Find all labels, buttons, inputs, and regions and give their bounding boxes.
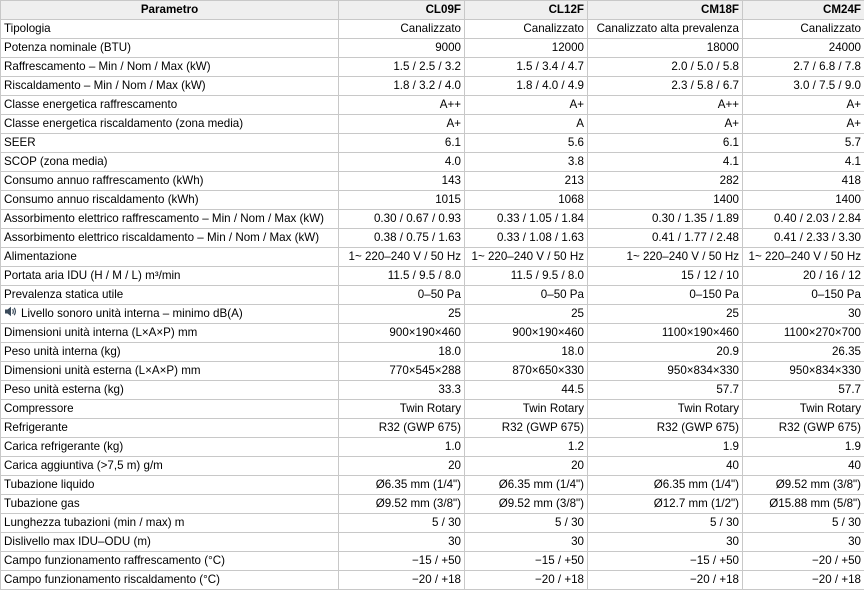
row-label: Compressore bbox=[4, 402, 74, 415]
value-cell-cm24f: 4.1 bbox=[743, 153, 864, 172]
value-cell-cm18f: 57.7 bbox=[588, 381, 743, 400]
value-cell-cl12f: 1068 bbox=[465, 191, 588, 210]
value-cell-cl09f: Canalizzato bbox=[339, 20, 465, 39]
row-label-cell bbox=[1, 362, 339, 381]
header-row bbox=[1, 1, 864, 20]
value-cell-cm24f: 1400 bbox=[743, 191, 864, 210]
row-label-cell bbox=[1, 248, 339, 267]
value-cell-cm18f: 20.9 bbox=[588, 343, 743, 362]
table-row bbox=[1, 305, 864, 324]
value-cell-cl12f: Twin Rotary bbox=[465, 400, 588, 419]
table-row bbox=[1, 172, 864, 191]
value-cell-cl09f: 9000 bbox=[339, 39, 465, 58]
value-cell-cl12f: A+ bbox=[465, 96, 588, 115]
row-label: Tipologia bbox=[4, 22, 51, 35]
row-label-cell bbox=[1, 96, 339, 115]
value-cell-cl09f: 25 bbox=[339, 305, 465, 324]
value-cell-cl12f: 1.8 / 4.0 / 4.9 bbox=[465, 77, 588, 96]
value-cell-cl12f: 0–50 Pa bbox=[465, 286, 588, 305]
value-cell-cl12f: 3.8 bbox=[465, 153, 588, 172]
table-row bbox=[1, 400, 864, 419]
value-cell-cl12f: 1~ 220–240 V / 50 Hz bbox=[465, 248, 588, 267]
row-label: Classe energetica raffrescamento bbox=[4, 98, 178, 111]
row-label-cell bbox=[1, 267, 339, 286]
row-label: Consumo annuo raffrescamento (kWh) bbox=[4, 174, 204, 187]
value-cell-cl09f: 18.0 bbox=[339, 343, 465, 362]
value-cell-cl09f: Twin Rotary bbox=[339, 400, 465, 419]
row-label-cell bbox=[1, 153, 339, 172]
value-cell-cm18f: A+ bbox=[588, 115, 743, 134]
value-cell-cm18f: A++ bbox=[588, 96, 743, 115]
row-label: Classe energetica riscaldamento (zona media) bbox=[4, 117, 244, 130]
value-cell-cm24f: A+ bbox=[743, 96, 864, 115]
column-header-parametro: Parametro bbox=[1, 1, 339, 20]
value-cell-cm24f: Ø15.88 mm (5/8") bbox=[743, 495, 864, 514]
value-cell-cl09f: 900×190×460 bbox=[339, 324, 465, 343]
value-cell-cl09f: 4.0 bbox=[339, 153, 465, 172]
table-row bbox=[1, 324, 864, 343]
value-cell-cm18f: −20 / +18 bbox=[588, 571, 743, 590]
value-cell-cm18f: Ø12.7 mm (1/2") bbox=[588, 495, 743, 514]
value-cell-cm24f: 3.0 / 7.5 / 9.0 bbox=[743, 77, 864, 96]
row-label: Riscaldamento – Min / Nom / Max (kW) bbox=[4, 79, 206, 92]
row-label: Campo funzionamento raffrescamento (°C) bbox=[4, 554, 225, 567]
value-cell-cl09f: 30 bbox=[339, 533, 465, 552]
value-cell-cl09f: 143 bbox=[339, 172, 465, 191]
row-label-cell bbox=[1, 39, 339, 58]
value-cell-cl09f: −20 / +18 bbox=[339, 571, 465, 590]
row-label: Alimentazione bbox=[4, 250, 77, 263]
value-cell-cl09f: A++ bbox=[339, 96, 465, 115]
row-label-cell bbox=[1, 476, 339, 495]
row-label: Prevalenza statica utile bbox=[4, 288, 124, 301]
row-label-cell bbox=[1, 172, 339, 191]
table-row bbox=[1, 210, 864, 229]
row-label-cell bbox=[1, 286, 339, 305]
table-row bbox=[1, 248, 864, 267]
value-cell-cl12f: 12000 bbox=[465, 39, 588, 58]
value-cell-cl12f: Canalizzato bbox=[465, 20, 588, 39]
table-row bbox=[1, 495, 864, 514]
table-row bbox=[1, 153, 864, 172]
table-row bbox=[1, 381, 864, 400]
value-cell-cm24f: −20 / +50 bbox=[743, 552, 864, 571]
row-label-cell bbox=[1, 77, 339, 96]
value-cell-cm24f: −20 / +18 bbox=[743, 571, 864, 590]
value-cell-cl12f: 900×190×460 bbox=[465, 324, 588, 343]
table-row bbox=[1, 115, 864, 134]
value-cell-cm18f: Canalizzato alta prevalenza bbox=[588, 20, 743, 39]
value-cell-cm18f: 6.1 bbox=[588, 134, 743, 153]
value-cell-cm18f: 2.3 / 5.8 / 6.7 bbox=[588, 77, 743, 96]
table-row bbox=[1, 191, 864, 210]
value-cell-cm24f: Ø9.52 mm (3/8") bbox=[743, 476, 864, 495]
value-cell-cm24f: 0–150 Pa bbox=[743, 286, 864, 305]
row-label: SEER bbox=[4, 136, 36, 149]
value-cell-cm24f: 40 bbox=[743, 457, 864, 476]
table-row bbox=[1, 362, 864, 381]
value-cell-cm24f: 5.7 bbox=[743, 134, 864, 153]
value-cell-cl09f: 20 bbox=[339, 457, 465, 476]
value-cell-cm18f: 0–150 Pa bbox=[588, 286, 743, 305]
row-label: SCOP (zona media) bbox=[4, 155, 108, 168]
column-header-cl12f: CL12F bbox=[465, 1, 588, 20]
value-cell-cm24f: Twin Rotary bbox=[743, 400, 864, 419]
row-label-cell bbox=[1, 533, 339, 552]
row-label-cell bbox=[1, 438, 339, 457]
value-cell-cm24f: R32 (GWP 675) bbox=[743, 419, 864, 438]
row-label-cell bbox=[1, 400, 339, 419]
value-cell-cm24f: 24000 bbox=[743, 39, 864, 58]
value-cell-cl12f: −20 / +18 bbox=[465, 571, 588, 590]
value-cell-cm18f: 30 bbox=[588, 533, 743, 552]
table-row bbox=[1, 343, 864, 362]
value-cell-cl09f: 33.3 bbox=[339, 381, 465, 400]
value-cell-cl12f: 44.5 bbox=[465, 381, 588, 400]
value-cell-cm18f: 0.41 / 1.77 / 2.48 bbox=[588, 229, 743, 248]
value-cell-cm18f: 2.0 / 5.0 / 5.8 bbox=[588, 58, 743, 77]
row-label-cell bbox=[1, 552, 339, 571]
value-cell-cl09f: 1.0 bbox=[339, 438, 465, 457]
value-cell-cl12f: 0.33 / 1.08 / 1.63 bbox=[465, 229, 588, 248]
row-label: Dimensioni unità interna (L×A×P) mm bbox=[4, 326, 198, 339]
table-row bbox=[1, 39, 864, 58]
value-cell-cm18f: 1.9 bbox=[588, 438, 743, 457]
value-cell-cm18f: 950×834×330 bbox=[588, 362, 743, 381]
row-label: Assorbimento elettrico riscaldamento – Min / Nom / Max (kW) bbox=[4, 231, 320, 244]
value-cell-cm24f: 30 bbox=[743, 305, 864, 324]
value-cell-cl12f: 25 bbox=[465, 305, 588, 324]
value-cell-cl12f: 213 bbox=[465, 172, 588, 191]
value-cell-cm18f: 25 bbox=[588, 305, 743, 324]
row-label: Potenza nominale (BTU) bbox=[4, 41, 131, 54]
value-cell-cl09f: 1.8 / 3.2 / 4.0 bbox=[339, 77, 465, 96]
value-cell-cm18f: 5 / 30 bbox=[588, 514, 743, 533]
table-row bbox=[1, 533, 864, 552]
value-cell-cl12f: 1.5 / 3.4 / 4.7 bbox=[465, 58, 588, 77]
value-cell-cl09f: 1.5 / 2.5 / 3.2 bbox=[339, 58, 465, 77]
value-cell-cm24f: 30 bbox=[743, 533, 864, 552]
row-label-cell bbox=[1, 457, 339, 476]
value-cell-cm18f: R32 (GWP 675) bbox=[588, 419, 743, 438]
value-cell-cm18f: 282 bbox=[588, 172, 743, 191]
value-cell-cm24f: 950×834×330 bbox=[743, 362, 864, 381]
value-cell-cm24f: 26.35 bbox=[743, 343, 864, 362]
value-cell-cl09f: A+ bbox=[339, 115, 465, 134]
value-cell-cl12f: A bbox=[465, 115, 588, 134]
table-row bbox=[1, 96, 864, 115]
value-cell-cm18f: 4.1 bbox=[588, 153, 743, 172]
speaker-icon bbox=[4, 305, 18, 323]
value-cell-cl12f: 5.6 bbox=[465, 134, 588, 153]
value-cell-cm24f: 0.41 / 2.33 / 3.30 bbox=[743, 229, 864, 248]
row-label: Lunghezza tubazioni (min / max) m bbox=[4, 516, 185, 529]
value-cell-cm24f: 57.7 bbox=[743, 381, 864, 400]
value-cell-cm24f: A+ bbox=[743, 115, 864, 134]
row-label-cell bbox=[1, 571, 339, 590]
row-label: Livello sonoro unità interna – minimo dB(A) bbox=[21, 307, 243, 320]
value-cell-cm18f: Twin Rotary bbox=[588, 400, 743, 419]
value-cell-cl12f: R32 (GWP 675) bbox=[465, 419, 588, 438]
row-label-cell bbox=[1, 20, 339, 39]
value-cell-cl09f: 770×545×288 bbox=[339, 362, 465, 381]
row-label: Tubazione liquido bbox=[4, 478, 95, 491]
value-cell-cl09f: 0–50 Pa bbox=[339, 286, 465, 305]
table-row bbox=[1, 58, 864, 77]
table-row bbox=[1, 20, 864, 39]
table-row bbox=[1, 438, 864, 457]
value-cell-cl12f: 30 bbox=[465, 533, 588, 552]
value-cell-cm24f: 5 / 30 bbox=[743, 514, 864, 533]
value-cell-cl09f: Ø6.35 mm (1/4") bbox=[339, 476, 465, 495]
value-cell-cm24f: Canalizzato bbox=[743, 20, 864, 39]
table-row bbox=[1, 77, 864, 96]
value-cell-cl09f: Ø9.52 mm (3/8") bbox=[339, 495, 465, 514]
value-cell-cl09f: 0.30 / 0.67 / 0.93 bbox=[339, 210, 465, 229]
table-row bbox=[1, 514, 864, 533]
table-row bbox=[1, 476, 864, 495]
value-cell-cl12f: 20 bbox=[465, 457, 588, 476]
row-label-cell bbox=[1, 381, 339, 400]
table-row bbox=[1, 552, 864, 571]
value-cell-cm18f: 1~ 220–240 V / 50 Hz bbox=[588, 248, 743, 267]
row-label: Peso unità esterna (kg) bbox=[4, 383, 124, 396]
value-cell-cl09f: 5 / 30 bbox=[339, 514, 465, 533]
value-cell-cm24f: 0.40 / 2.03 / 2.84 bbox=[743, 210, 864, 229]
value-cell-cl12f: 870×650×330 bbox=[465, 362, 588, 381]
row-label: Dimensioni unità esterna (L×A×P) mm bbox=[4, 364, 201, 377]
value-cell-cm24f: 1~ 220–240 V / 50 Hz bbox=[743, 248, 864, 267]
value-cell-cl12f: 1.2 bbox=[465, 438, 588, 457]
value-cell-cl09f: 11.5 / 9.5 / 8.0 bbox=[339, 267, 465, 286]
value-cell-cl09f: 0.38 / 0.75 / 1.63 bbox=[339, 229, 465, 248]
row-label-cell bbox=[1, 343, 339, 362]
value-cell-cl09f: R32 (GWP 675) bbox=[339, 419, 465, 438]
value-cell-cm18f: 0.30 / 1.35 / 1.89 bbox=[588, 210, 743, 229]
value-cell-cm18f: 1400 bbox=[588, 191, 743, 210]
row-label-cell bbox=[1, 495, 339, 514]
value-cell-cm18f: 15 / 12 / 10 bbox=[588, 267, 743, 286]
value-cell-cm18f: −15 / +50 bbox=[588, 552, 743, 571]
value-cell-cl09f: 1~ 220–240 V / 50 Hz bbox=[339, 248, 465, 267]
row-label: Assorbimento elettrico raffrescamento – Min / Nom / Max (kW) bbox=[4, 212, 324, 225]
row-label: Consumo annuo riscaldamento (kWh) bbox=[4, 193, 199, 206]
row-label: Carica refrigerante (kg) bbox=[4, 440, 124, 453]
value-cell-cm24f: 1100×270×700 bbox=[743, 324, 864, 343]
value-cell-cl09f: 1015 bbox=[339, 191, 465, 210]
value-cell-cl09f: 6.1 bbox=[339, 134, 465, 153]
value-cell-cl12f: Ø9.52 mm (3/8") bbox=[465, 495, 588, 514]
table-row bbox=[1, 457, 864, 476]
row-label-cell bbox=[1, 419, 339, 438]
value-cell-cm18f: 18000 bbox=[588, 39, 743, 58]
row-label-cell bbox=[1, 115, 339, 134]
row-label: Portata aria IDU (H / M / L) m³/min bbox=[4, 269, 181, 282]
table-row bbox=[1, 286, 864, 305]
column-header-cl09f: CL09F bbox=[339, 1, 465, 20]
row-label: Dislivello max IDU–ODU (m) bbox=[4, 535, 151, 548]
row-label-cell bbox=[1, 210, 339, 229]
row-label-cell bbox=[1, 324, 339, 343]
value-cell-cl12f: 11.5 / 9.5 / 8.0 bbox=[465, 267, 588, 286]
row-label-cell bbox=[1, 229, 339, 248]
row-label-cell bbox=[1, 134, 339, 153]
value-cell-cm24f: 2.7 / 6.8 / 7.8 bbox=[743, 58, 864, 77]
row-label: Carica aggiuntiva (>7,5 m) g/m bbox=[4, 459, 163, 472]
value-cell-cm24f: 20 / 16 / 12 bbox=[743, 267, 864, 286]
row-label: Peso unità interna (kg) bbox=[4, 345, 121, 358]
value-cell-cm18f: 1100×190×460 bbox=[588, 324, 743, 343]
row-label-cell bbox=[1, 191, 339, 210]
row-label: Tubazione gas bbox=[4, 497, 80, 510]
row-label-cell bbox=[1, 58, 339, 77]
table-row bbox=[1, 134, 864, 153]
row-label: Campo funzionamento riscaldamento (°C) bbox=[4, 573, 220, 586]
row-label-cell bbox=[1, 305, 339, 324]
row-label: Raffrescamento – Min / Nom / Max (kW) bbox=[4, 60, 211, 73]
column-header-cm24f: CM24F bbox=[743, 1, 864, 20]
value-cell-cm18f: 40 bbox=[588, 457, 743, 476]
value-cell-cl12f: 5 / 30 bbox=[465, 514, 588, 533]
value-cell-cm24f: 418 bbox=[743, 172, 864, 191]
row-label-cell bbox=[1, 514, 339, 533]
table-row bbox=[1, 267, 864, 286]
row-label: Refrigerante bbox=[4, 421, 68, 434]
value-cell-cl12f: Ø6.35 mm (1/4") bbox=[465, 476, 588, 495]
table-row bbox=[1, 229, 864, 248]
value-cell-cl12f: 0.33 / 1.05 / 1.84 bbox=[465, 210, 588, 229]
value-cell-cl12f: 18.0 bbox=[465, 343, 588, 362]
column-header-cm18f: CM18F bbox=[588, 1, 743, 20]
value-cell-cl12f: −15 / +50 bbox=[465, 552, 588, 571]
value-cell-cl09f: −15 / +50 bbox=[339, 552, 465, 571]
table-row bbox=[1, 419, 864, 438]
table-row bbox=[1, 571, 864, 590]
value-cell-cm24f: 1.9 bbox=[743, 438, 864, 457]
value-cell-cm18f: Ø6.35 mm (1/4") bbox=[588, 476, 743, 495]
table-body bbox=[1, 20, 864, 590]
